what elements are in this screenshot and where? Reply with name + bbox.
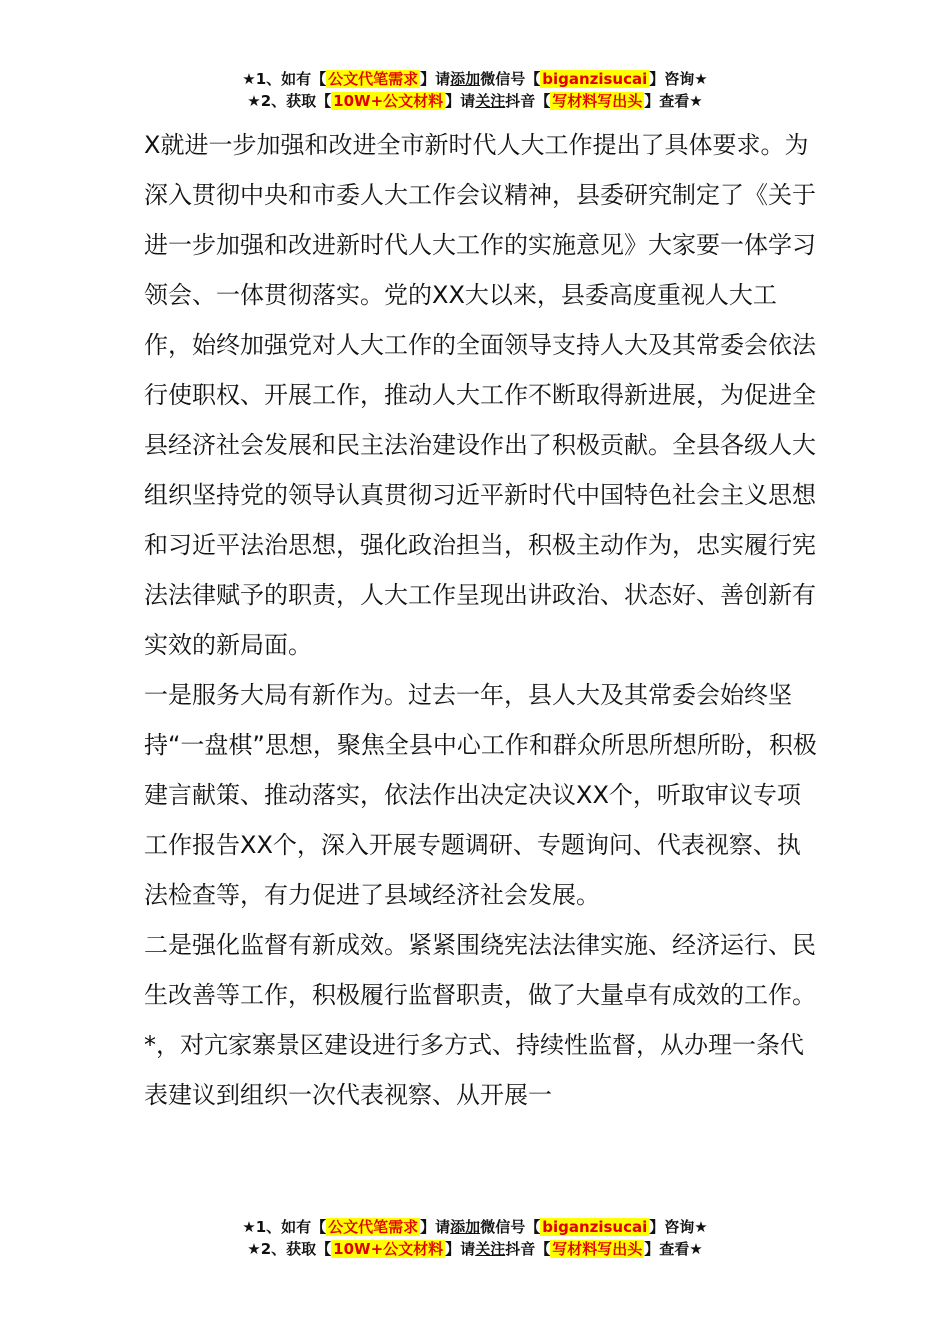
- banner-text: 】请: [445, 92, 476, 110]
- star-icon: ★: [694, 70, 708, 88]
- banner-underlined: 添加: [450, 70, 481, 88]
- banner-underlined: 添加: [450, 1218, 481, 1236]
- banner-highlight: biganzisucai: [542, 1218, 648, 1236]
- banner-underlined: 关注: [475, 1240, 506, 1258]
- star-icon: ★: [689, 92, 703, 110]
- banner-text: 抖音【: [505, 1240, 551, 1258]
- star-icon: ★: [694, 1218, 708, 1236]
- body-paragraph: 二是强化监督有新成效。紧紧围绕宪法法律实施、经济运行、民生改善等工作，积极履行监督职责，做了大量卓有成效的工作。*，对亢家寨景区建设进行多方式、持续性监督，从办理一条代表建议到组织一次代表视察、从开展一: [144, 931, 816, 1109]
- banner-text: 】请: [420, 70, 451, 88]
- banner-text: 2、获取【: [260, 1240, 332, 1258]
- banner-highlight: 写材料写出头: [552, 1240, 643, 1258]
- banner-line-2: [0, 90, 950, 112]
- banner-text: 1、如有【: [255, 70, 327, 88]
- banner-text: 2、获取【: [260, 92, 332, 110]
- banner-text: 微信号【: [480, 70, 541, 88]
- star-icon: ★: [689, 1240, 703, 1258]
- banner-text: 】咨询: [649, 70, 695, 88]
- star-icon: ★: [247, 1240, 261, 1258]
- star-icon: ★: [242, 70, 256, 88]
- banner-highlight: 10W+公文材料: [333, 92, 444, 110]
- banner-highlight: 公文代笔需求: [328, 70, 419, 88]
- footer-banner: [0, 1216, 950, 1260]
- banner-text: 】咨询: [649, 1218, 695, 1236]
- star-icon: ★: [247, 92, 261, 110]
- banner-text: 】查看: [644, 1240, 690, 1258]
- banner-underlined: 关注: [475, 92, 506, 110]
- banner-line-1: [0, 68, 950, 90]
- banner-text: 微信号【: [480, 1218, 541, 1236]
- banner-line-1: [0, 1216, 950, 1238]
- banner-text: 1、如有【: [255, 1218, 327, 1236]
- banner-highlight: 10W+公文材料: [333, 1240, 444, 1258]
- banner-highlight: 公文代笔需求: [328, 1218, 419, 1236]
- banner-text: 抖音【: [505, 92, 551, 110]
- banner-highlight: biganzisucai: [542, 70, 648, 88]
- document-body: [144, 120, 824, 1120]
- body-paragraph: X就进一步加强和改进全市新时代人大工作提出了具体要求。为深入贯彻中央和市委人大工作会议精神，县委研究制定了《关于进一步加强和改进新时代人大工作的实施意见》大家要一体学习领会、一体贯彻落实。党的XX大以来，县委高度重视人大工作，始终加强党对人大工作的全面领导支持人大及其常委会依法行使职权、开展工作，推动人大工作不断取得新进展，为促进全县经济社会发展和民主法治建设作出了积极贡献。全县各级人大组织坚持党的领导认真贯彻习近平新时代中国特色社会主义思想和习近平法治思想，强化政治担当，积极主动作为，忠实履行宪法法律赋予的职责，人大工作呈现出讲政治、状态好、善创新有实效的新局面。: [144, 131, 816, 659]
- header-banner: [0, 68, 950, 112]
- star-icon: ★: [242, 1218, 256, 1236]
- banner-line-2: [0, 1238, 950, 1260]
- banner-text: 】查看: [644, 92, 690, 110]
- body-paragraph: 一是服务大局有新作为。过去一年，县人大及其常委会始终坚持“一盘棋”思想，聚焦全县中心工作和群众所思所想所盼，积极建言献策、推动落实，依法作出决定决议XX个，听取审议专项工作报告XX个，深入开展专题调研、专题询问、代表视察、执法检查等，有力促进了县域经济社会发展。: [144, 681, 817, 909]
- banner-text: 】请: [445, 1240, 476, 1258]
- banner-highlight: 写材料写出头: [552, 92, 643, 110]
- banner-text: 】请: [420, 1218, 451, 1236]
